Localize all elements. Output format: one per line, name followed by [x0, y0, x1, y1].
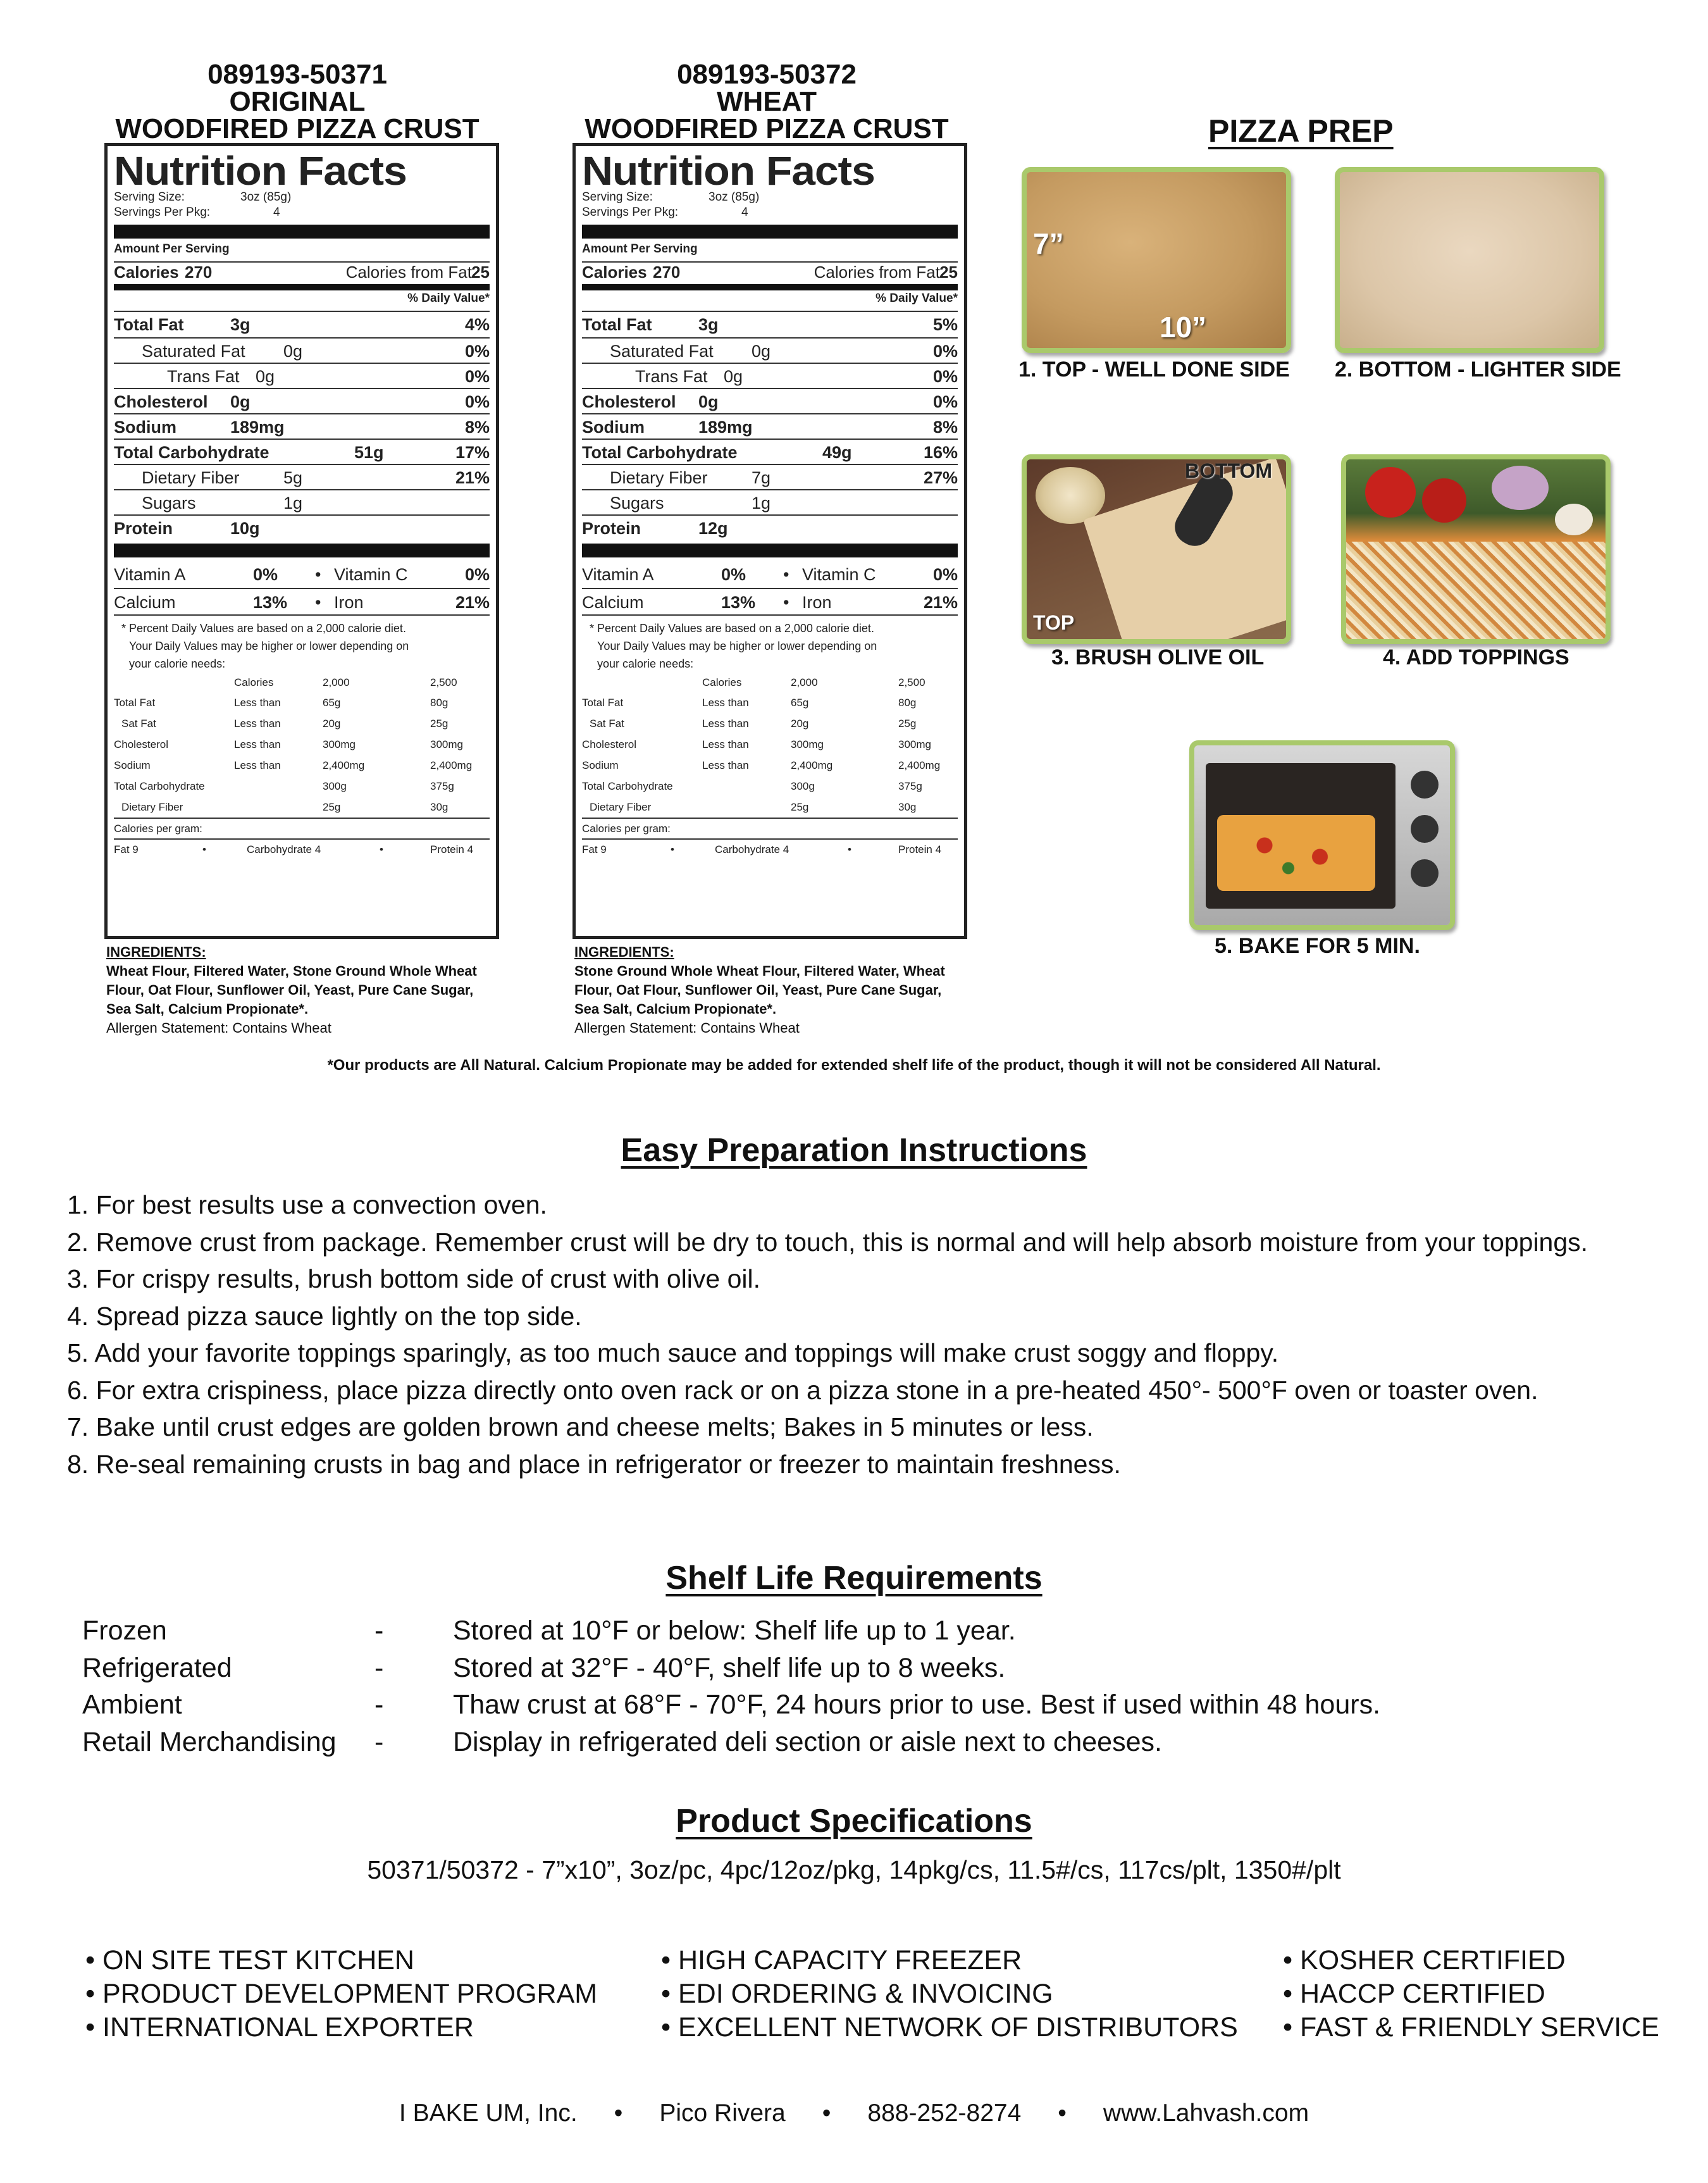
product-header-wheat — [564, 61, 969, 142]
product-header-original — [95, 61, 500, 142]
vitamin-dv: 0% — [464, 565, 490, 584]
nutrient-row — [582, 337, 958, 363]
feature-item: • PRODUCT DEVELOPMENT PROGRAM — [85, 1979, 598, 2009]
nutrient-dv: 27% — [923, 468, 958, 487]
vitamin-dv: 0% — [721, 565, 746, 584]
dv-cell: 300g — [791, 780, 815, 792]
dv-table-row — [114, 776, 490, 797]
dv-header-cell: 2,000 — [323, 676, 350, 688]
tomato-icon — [1365, 467, 1416, 518]
feature-item: • FAST & FRIENDLY SERVICE — [1283, 2012, 1659, 2043]
top-label: TOP — [1033, 611, 1075, 634]
nutrient-amount: 0g — [256, 367, 275, 386]
nutrient-row — [114, 464, 490, 489]
dv-table-row — [114, 713, 490, 734]
dv-cell: Less than — [234, 738, 281, 750]
shelf-life-title: Shelf Life Requirements — [665, 1560, 1043, 1596]
cal-per-gram-value: Carbohydrate 4 — [247, 843, 321, 855]
vitamin-list — [114, 561, 490, 614]
nutrient-amount: 1g — [752, 494, 771, 513]
dv-cell: 2,400mg — [323, 759, 365, 771]
vitamin-name: Vitamin C — [802, 565, 876, 584]
ingredients-text: Stone Ground Whole Wheat Flour, Filtered Water, Wheat Flour, Oat Flour, Sunflower Oil, Yeast, Pure Cane Sugar, Sea Salt, Calcium Propionate*. — [574, 963, 945, 1017]
nutrient-name: Total Carbohydrate — [114, 443, 269, 462]
nutrition-title: Nutrition Facts — [114, 148, 407, 194]
vitamin-dv: 13% — [721, 593, 756, 612]
prep-caption-2: 2. BOTTOM - LIGHTER SIDE — [1335, 358, 1621, 382]
cal-per-gram: Calories per gram: — [582, 823, 671, 835]
product-name: WOODFIRED PIZZA CRUST — [585, 113, 949, 144]
nutrient-row — [114, 514, 490, 540]
cal-per-gram-value: Fat 9 — [582, 843, 607, 855]
ingredients-heading: INGREDIENTS: — [574, 944, 674, 960]
vitamin-dv: 0% — [253, 565, 278, 584]
company-name: I BAKE UM, Inc. — [399, 2099, 578, 2127]
nutrient-amount: 189mg — [230, 418, 285, 437]
dv-table-row — [114, 692, 490, 713]
nutrient-dv: 0% — [464, 342, 490, 361]
product-code: 089193-50372 — [677, 59, 857, 90]
instruction-step: 3. For crispy results, brush bottom side of crust with olive oil. — [67, 1264, 761, 1293]
dv-table-row — [114, 755, 490, 776]
feature-item: • EXCELLENT NETWORK OF DISTRIBUTORS — [661, 2012, 1238, 2043]
nutrient-amount: 189mg — [698, 418, 753, 437]
nutrition-label-wheat — [572, 143, 967, 939]
bullet: • — [315, 593, 321, 612]
nutrient-amount: 0g — [698, 392, 719, 411]
nutrient-row — [582, 489, 958, 514]
prep-caption-4: 4. ADD TOPPINGS — [1383, 645, 1569, 669]
dv-cell: 2,400mg — [430, 759, 473, 771]
dv-table-row — [582, 755, 958, 776]
nutrient-amount: 10g — [230, 519, 260, 538]
nutrient-dv: 0% — [932, 392, 958, 411]
nutrient-dv: 0% — [464, 367, 490, 386]
vitamin-name: Vitamin A — [582, 565, 654, 584]
dv-cell: Dietary Fiber — [590, 801, 652, 813]
nutrient-name: Saturated Fat — [142, 342, 245, 361]
dv-cell: 20g — [323, 718, 341, 730]
website-link[interactable]: www.Lahvash.com — [1103, 2099, 1309, 2127]
product-variety: WHEAT — [716, 86, 817, 117]
dv-cell: 300mg — [323, 738, 356, 750]
nutrient-amount: 1g — [283, 494, 303, 513]
dv-cell: 300mg — [430, 738, 463, 750]
cal-per-gram: Calories per gram: — [114, 823, 202, 835]
vitamin-name: Iron — [802, 593, 832, 612]
crust-top-photo — [1022, 167, 1291, 353]
nutrition-label-original — [104, 143, 499, 939]
nutrient-amount: 3g — [230, 315, 251, 334]
vitamin-name: Vitamin A — [114, 565, 186, 584]
instruction-step: 8. Re-seal remaining crusts in bag and place in refrigerator or freezer to maintain freshness. — [67, 1449, 1121, 1479]
cal-per-gram-value: Carbohydrate 4 — [715, 843, 789, 855]
nutrient-list — [582, 312, 958, 540]
dv-cell: 300mg — [791, 738, 824, 750]
dv-cell: 300mg — [898, 738, 931, 750]
serving-size: Serving Size: 3oz (85g) — [114, 190, 292, 204]
servings-per-pkg: Servings Per Pkg: 4 — [582, 206, 748, 219]
dv-table-row — [582, 713, 958, 734]
dv-cell: Less than — [234, 759, 281, 771]
dv-header-cell: Calories — [234, 676, 274, 688]
dv-cell: Sat Fat — [121, 718, 156, 730]
feature-item: • HIGH CAPACITY FREEZER — [661, 1945, 1022, 1975]
daily-value-header: % Daily Value* — [407, 292, 490, 305]
dv-table-row — [582, 776, 958, 797]
feature-item: • EDI ORDERING & INVOICING — [661, 1979, 1053, 2009]
bullet: • — [783, 593, 789, 612]
nutrient-name: Trans Fat — [635, 367, 708, 386]
vitamin-row — [114, 561, 490, 588]
nutrient-row — [582, 363, 958, 388]
dv-table-header — [582, 673, 958, 692]
calories-row: Calories 270 Calories from Fat 25 — [582, 263, 958, 282]
dv-cell: 30g — [898, 801, 917, 813]
dv-cell: 20g — [791, 718, 809, 730]
dv-cell: Total Fat — [582, 697, 624, 709]
nutrient-name: Dietary Fiber — [610, 468, 708, 487]
nutrient-amount: 0g — [724, 367, 743, 386]
city: Pico Rivera — [659, 2099, 786, 2127]
dv-cell: 2,400mg — [898, 759, 941, 771]
vitamin-dv: 21% — [923, 593, 958, 612]
vitamin-name: Vitamin C — [334, 565, 408, 584]
instruction-step: 4. Spread pizza sauce lightly on the top side. — [67, 1301, 582, 1331]
dv-cell: 25g — [430, 718, 449, 730]
nutrient-row — [114, 337, 490, 363]
dv-cell: 65g — [791, 697, 809, 709]
bottom-label: BOTTOM — [1185, 459, 1273, 482]
features-column-3 — [1283, 1944, 1659, 2044]
vitamin-name: Iron — [334, 593, 364, 612]
pizza-prep-title: PIZZA PREP — [1208, 113, 1394, 149]
instructions-title: Easy Preparation Instructions — [621, 1132, 1087, 1169]
vitamin-row — [582, 588, 958, 614]
nutrient-row — [582, 438, 958, 464]
cal-per-gram-value: • — [671, 843, 674, 855]
calories-row: Calories 270 Calories from Fat 25 — [114, 263, 490, 282]
vitamin-dv: 13% — [253, 593, 288, 612]
dv-cell: 65g — [323, 697, 341, 709]
dv-cell: 300g — [323, 780, 347, 792]
bullet: • — [315, 565, 321, 584]
cal-per-gram-value: Protein 4 — [898, 843, 942, 855]
oven-knob — [1411, 771, 1439, 799]
nutrient-row — [582, 514, 958, 540]
separator: • — [614, 2099, 623, 2127]
nutrient-dv: 0% — [464, 392, 490, 411]
vitamin-name: Calcium — [582, 593, 644, 612]
nutrient-row — [114, 388, 490, 413]
nutrient-row — [114, 363, 490, 388]
nutrient-amount: 7g — [752, 468, 771, 487]
specifications-title: Product Specifications — [676, 1803, 1032, 1839]
cal-per-gram-value: • — [202, 843, 206, 855]
ingredients-wheat — [574, 943, 967, 1038]
cal-per-gram-value: Fat 9 — [114, 843, 139, 855]
nutrient-row — [114, 312, 490, 337]
dv-cell: 80g — [898, 697, 917, 709]
cal-per-gram-values — [114, 840, 490, 859]
bullet: • — [783, 565, 789, 584]
instruction-step: 7. Bake until crust edges are golden brown and cheese melts; Bakes in 5 minutes or less. — [67, 1412, 1094, 1441]
nutrient-amount: 0g — [283, 342, 303, 361]
vitamin-row — [114, 588, 490, 614]
nutrient-name: Saturated Fat — [610, 342, 714, 361]
nutrient-list — [114, 312, 490, 540]
dv-cell: Less than — [702, 697, 749, 709]
dv-table-row — [582, 797, 958, 818]
width-label: 7” — [1033, 227, 1064, 260]
nutrient-name: Protein — [114, 519, 173, 538]
nutrient-amount: 0g — [230, 392, 251, 411]
nutrition-title: Nutrition Facts — [582, 148, 875, 194]
dv-table — [582, 673, 958, 818]
cal-per-gram-value: • — [848, 843, 851, 855]
instruction-step: 1. For best results use a convection oven. — [67, 1190, 547, 1219]
product-code: 089193-50371 — [207, 59, 387, 90]
nutrient-name: Sugars — [610, 494, 664, 513]
cheese-pizza — [1346, 542, 1611, 644]
separator: • — [822, 2099, 831, 2127]
dv-header-cell: 2,500 — [430, 676, 457, 688]
dv-footnote: * Percent Daily Values are based on a 2,000 calorie diet. Your Daily Values may be higher or lower depending on your calorie needs: — [121, 622, 409, 670]
dv-table — [114, 673, 490, 818]
mushroom-icon — [1555, 504, 1593, 535]
nutrient-dv: 5% — [932, 315, 958, 334]
cal-per-gram-value: Protein 4 — [430, 843, 474, 855]
nutrient-dv: 17% — [455, 443, 490, 462]
dv-cell: Less than — [702, 718, 749, 730]
dv-cell: Less than — [702, 738, 749, 750]
dv-cell: Total Carbohydrate — [114, 780, 205, 792]
nutrient-dv: 4% — [464, 315, 490, 334]
vitamin-list — [582, 561, 958, 614]
feature-item: • ON SITE TEST KITCHEN — [85, 1945, 414, 1975]
dv-cell: Sodium — [114, 759, 151, 771]
vitamin-dv: 0% — [932, 565, 958, 584]
dv-table-row — [114, 734, 490, 755]
instruction-step: 6. For extra crispiness, place pizza directly onto oven rack or on a pizza stone in a pre-heated 450°- 500°F oven or toaster oven. — [67, 1375, 1538, 1405]
dv-cell: Less than — [234, 718, 281, 730]
nutrient-dv: 0% — [932, 367, 958, 386]
prep-caption-3: 3. BRUSH OLIVE OIL — [1051, 645, 1265, 669]
oven-knob — [1411, 859, 1439, 887]
instructions-list — [67, 1186, 1661, 1483]
cal-per-gram-value: • — [380, 843, 383, 855]
dv-cell: 80g — [430, 697, 449, 709]
nutrient-amount: 5g — [283, 468, 303, 487]
nutrient-name: Cholesterol — [114, 392, 208, 411]
nutrient-name: Total Carbohydrate — [582, 443, 738, 462]
nutrient-amount: 51g — [354, 443, 384, 462]
vitamin-row — [582, 561, 958, 588]
nutrient-name: Trans Fat — [167, 367, 240, 386]
dv-cell: Total Carbohydrate — [582, 780, 673, 792]
onion-icon — [1492, 466, 1549, 510]
divider — [582, 225, 958, 239]
nutrient-row — [582, 464, 958, 489]
pizza-in-oven — [1217, 815, 1375, 891]
dv-header-cell: 2,500 — [898, 676, 925, 688]
ingredients-text: Wheat Flour, Filtered Water, Stone Ground Whole Wheat Flour, Oat Flour, Sunflower Oil, Yeast, Pure Cane Sugar, Sea Salt, Calcium Propionate*. — [106, 963, 477, 1017]
crust-bottom-photo — [1335, 167, 1604, 353]
nutrient-name: Protein — [582, 519, 641, 538]
tomato-icon — [1422, 478, 1466, 523]
vitamin-dv: 21% — [455, 593, 490, 612]
product-variety: ORIGINAL — [229, 86, 366, 117]
amount-per-serving: Amount Per Serving — [114, 242, 230, 256]
dv-cell: 25g — [791, 801, 809, 813]
bake-oven-photo — [1189, 740, 1455, 930]
product-name: WOODFIRED PIZZA CRUST — [115, 113, 480, 144]
allergen-statement: Allergen Statement: Contains Wheat — [106, 1020, 331, 1036]
nutrient-name: Sodium — [582, 418, 645, 437]
footer — [0, 2099, 1708, 2127]
ingredients-heading: INGREDIENTS: — [106, 944, 206, 960]
phone-number: 888-252-8274 — [867, 2099, 1022, 2127]
feature-item: • KOSHER CERTIFIED — [1283, 1945, 1566, 1975]
dv-cell: 375g — [430, 780, 454, 792]
vitamin-name: Calcium — [114, 593, 176, 612]
nutrient-amount: 3g — [698, 315, 719, 334]
dv-cell: Dietary Fiber — [121, 801, 183, 813]
nutrient-name: Cholesterol — [582, 392, 676, 411]
nutrient-name: Sugars — [142, 494, 196, 513]
instruction-step: 5. Add your favorite toppings sparingly, as too much sauce and toppings will make crust soggy and floppy. — [67, 1338, 1279, 1367]
instruction-step: 2. Remove crust from package. Remember crust will be dry to touch, this is normal and will help absorb moisture from your toppings. — [67, 1227, 1588, 1257]
dv-header-cell: Calories — [702, 676, 742, 688]
nutrient-amount: 0g — [752, 342, 771, 361]
dv-cell: Total Fat — [114, 697, 156, 709]
dv-cell: Cholesterol — [114, 738, 168, 750]
dv-cell: Cholesterol — [582, 738, 636, 750]
nutrient-name: Dietary Fiber — [142, 468, 240, 487]
cal-per-gram-values — [582, 840, 958, 859]
nutrient-amount: 49g — [822, 443, 852, 462]
nutrient-row — [114, 413, 490, 438]
nutrient-row — [582, 388, 958, 413]
ingredients-original — [106, 943, 498, 1038]
crust-shape — [1083, 457, 1291, 644]
dv-cell: Less than — [702, 759, 749, 771]
nutrient-dv: 21% — [455, 468, 490, 487]
nutrient-dv: 16% — [923, 443, 958, 462]
dv-table-row — [582, 692, 958, 713]
dv-table-row — [582, 734, 958, 755]
dv-cell: Sodium — [582, 759, 619, 771]
nutrient-dv: 8% — [932, 418, 958, 437]
nutrient-name: Total Fat — [114, 315, 184, 334]
nutrient-dv: 8% — [464, 418, 490, 437]
servings-per-pkg: Servings Per Pkg: 4 — [114, 206, 280, 219]
dv-cell: 25g — [898, 718, 917, 730]
divider — [114, 225, 490, 239]
oven-knob — [1411, 815, 1439, 843]
feature-item: • HACCP CERTIFIED — [1283, 1979, 1545, 2009]
nutrient-amount: 12g — [698, 519, 728, 538]
daily-value-header: % Daily Value* — [876, 292, 958, 305]
features-column-2 — [661, 1944, 1238, 2044]
features-column-1 — [85, 1944, 597, 2044]
add-toppings-photo — [1341, 454, 1611, 644]
allergen-statement: Allergen Statement: Contains Wheat — [574, 1020, 800, 1036]
nutrient-name: Sodium — [114, 418, 176, 437]
dv-cell: 25g — [323, 801, 341, 813]
brush-olive-oil-photo — [1022, 454, 1291, 644]
length-label: 10” — [1160, 311, 1207, 344]
dv-cell: 375g — [898, 780, 922, 792]
dv-cell: Sat Fat — [590, 718, 624, 730]
nutrient-name: Total Fat — [582, 315, 652, 334]
nutrient-row — [582, 312, 958, 337]
dv-table-header — [114, 673, 490, 692]
all-natural-note: *Our products are All Natural. Calcium Propionate may be added for extended shelf life of the product, though it will not be considered All Natural. — [327, 1057, 1381, 1074]
dv-footnote: * Percent Daily Values are based on a 2,000 calorie diet. Your Daily Values may be higher or lower depending on your calorie needs: — [590, 622, 877, 670]
nutrient-row — [582, 413, 958, 438]
feature-item: • INTERNATIONAL EXPORTER — [85, 2012, 474, 2043]
dv-cell: 2,400mg — [791, 759, 833, 771]
amount-per-serving: Amount Per Serving — [582, 242, 698, 256]
prep-caption-5: 5. BAKE FOR 5 MIN. — [1215, 934, 1420, 958]
dv-cell: 30g — [430, 801, 449, 813]
dv-table-row — [114, 797, 490, 818]
separator: • — [1058, 2099, 1067, 2127]
nutrient-row — [114, 438, 490, 464]
dv-header-cell: 2,000 — [791, 676, 818, 688]
dv-cell: Less than — [234, 697, 281, 709]
nutrient-dv: 0% — [932, 342, 958, 361]
specifications-text: 50371/50372 - 7”x10”, 3oz/pc, 4pc/12oz/pkg, 14pkg/cs, 11.5#/cs, 117cs/plt, 1350#/plt — [367, 1855, 1341, 1884]
nutrient-row — [114, 489, 490, 514]
prep-caption-1: 1. TOP - WELL DONE SIDE — [1018, 358, 1290, 382]
serving-size: Serving Size: 3oz (85g) — [582, 190, 760, 204]
